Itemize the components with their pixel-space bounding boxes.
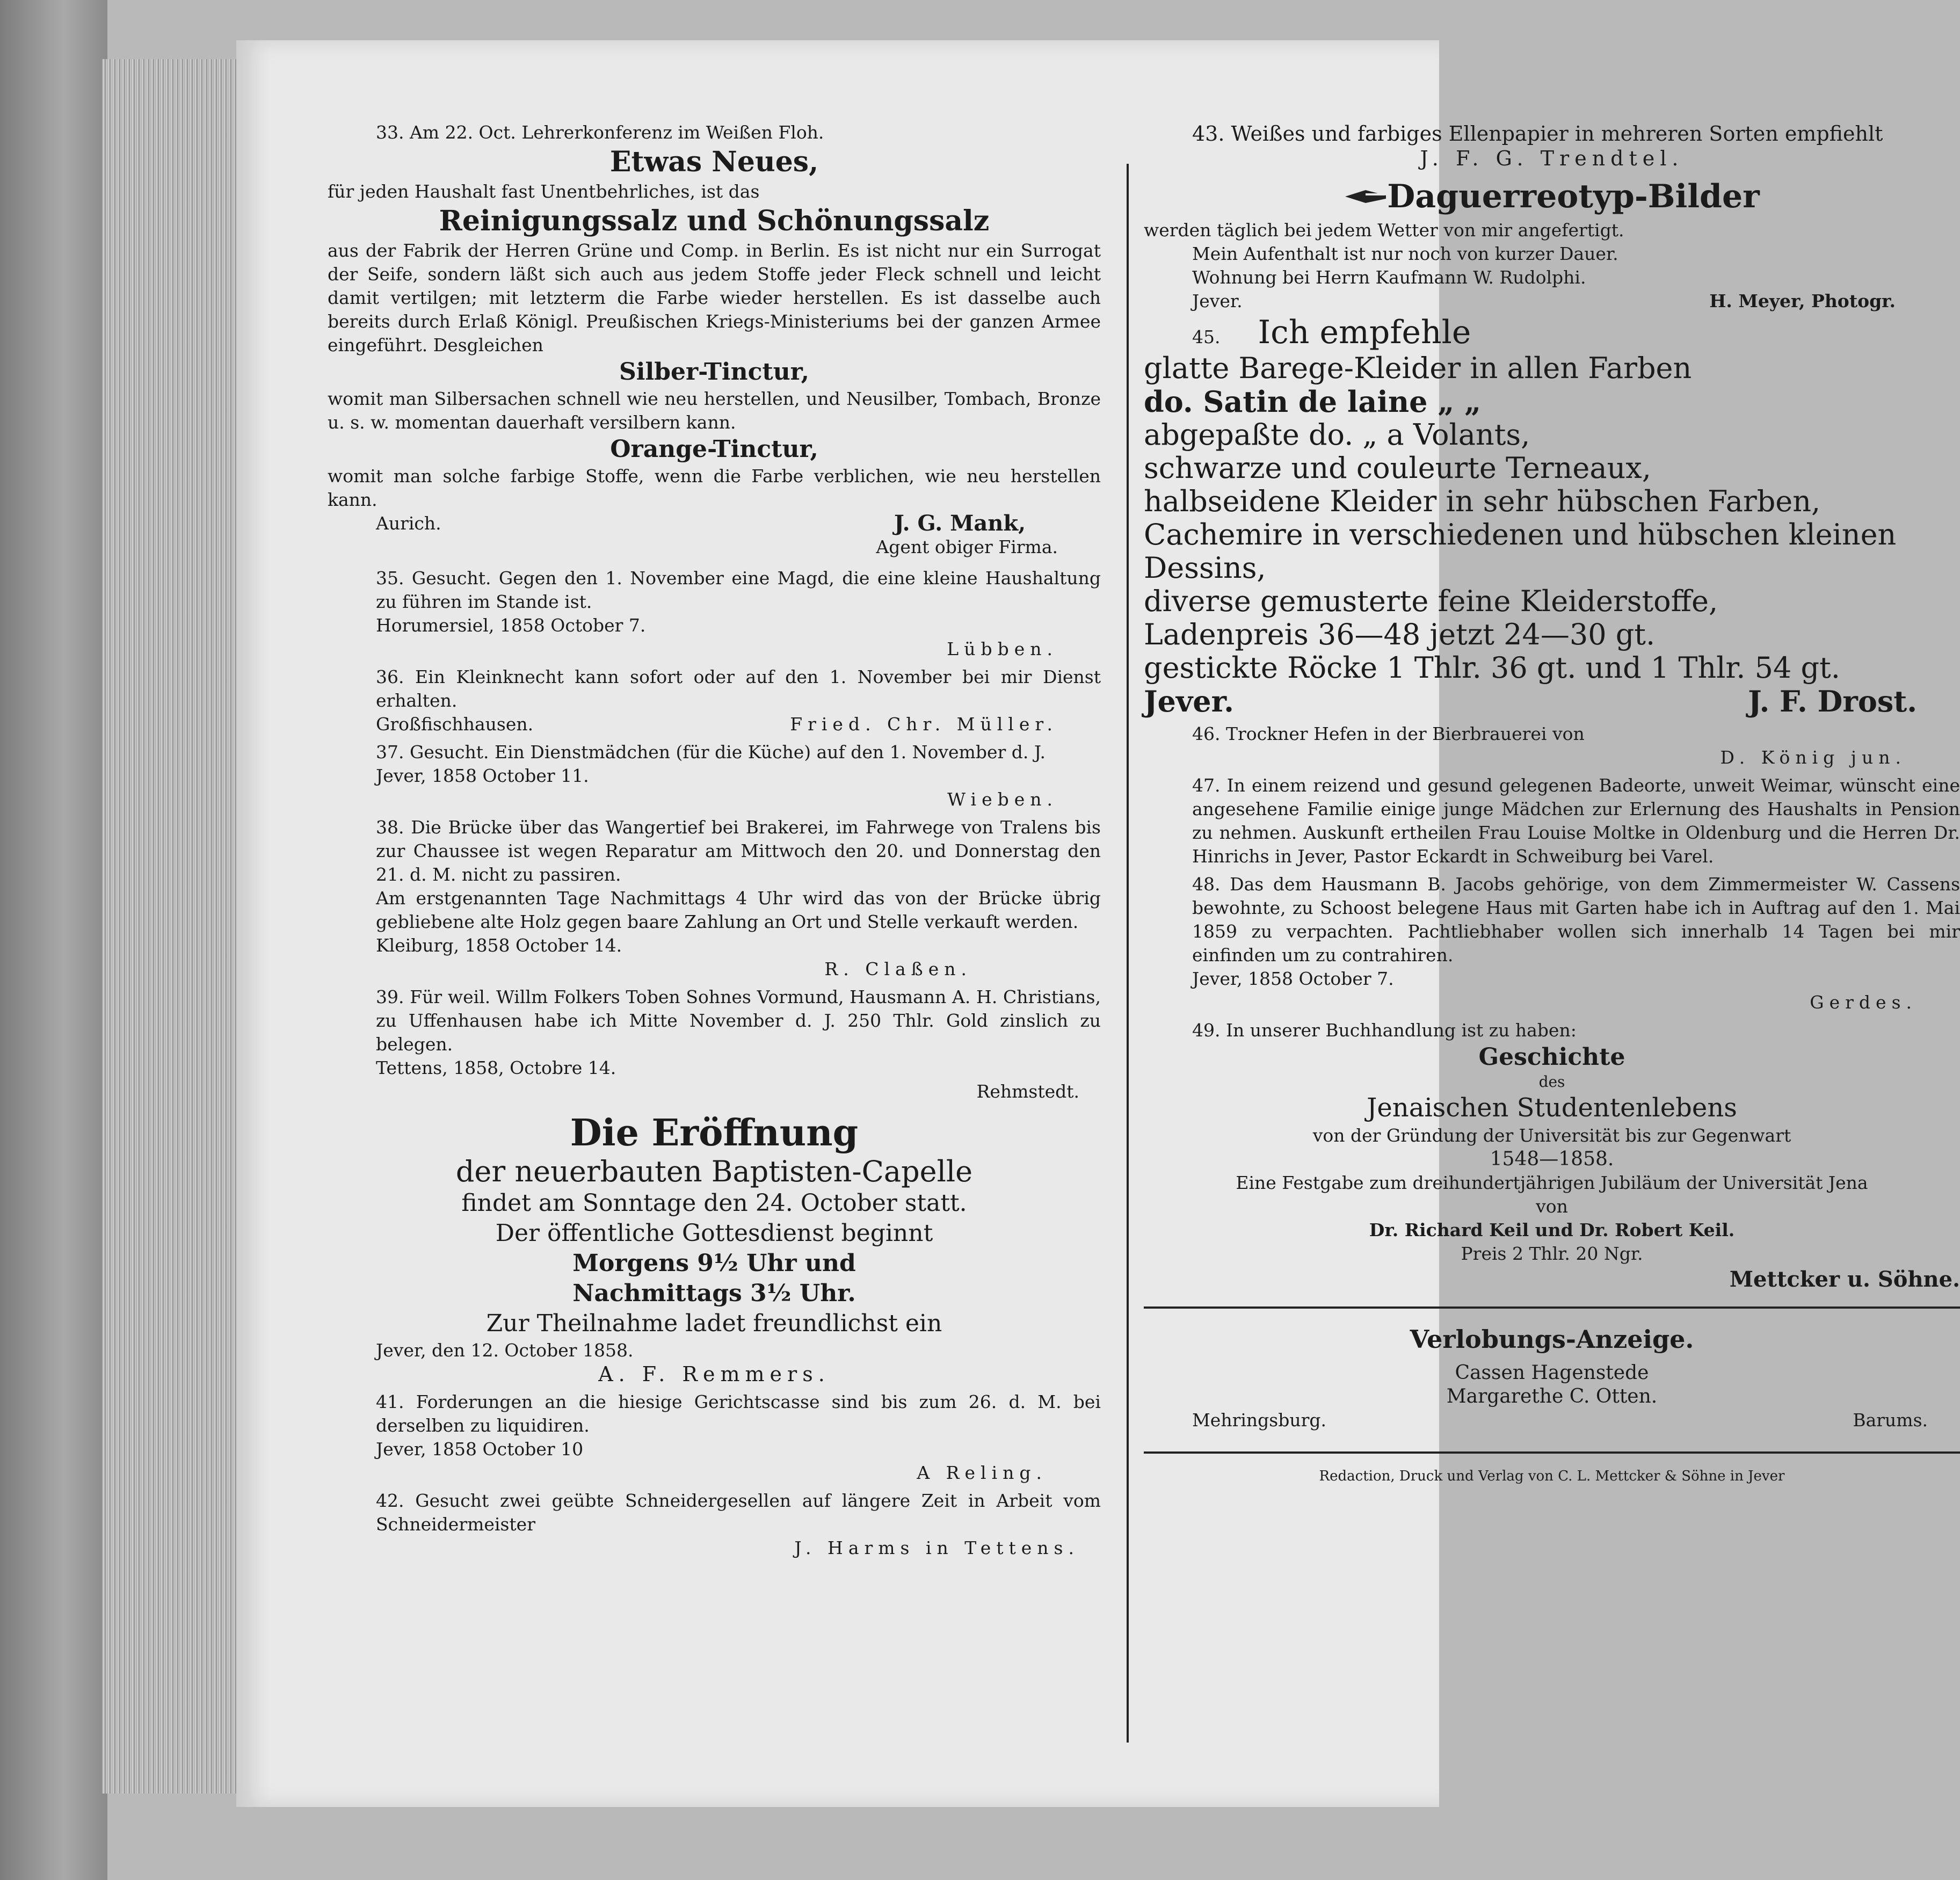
offer-line-5: halbseidene Kleider in sehr hübschen Farben, <box>1144 484 1821 518</box>
notice-46: 46. Trockner Hefen in der Bierbrauerei von <box>1192 723 1585 744</box>
notice-37-place: Jever, 1858 October 11. <box>376 765 589 786</box>
imprint-rule <box>1144 1451 1960 1454</box>
theilnahme-line: Zur Theilnahme ladet freundlichst ein <box>486 1310 942 1337</box>
orange-tinctur-heading: Orange-Tinctur, <box>610 435 818 463</box>
book-von: von <box>1536 1196 1568 1217</box>
notice-36: 36. Ein Kleinknecht kann sofort oder auf den 1. November bei mir Dienst erhalten. <box>376 666 1101 711</box>
notice-47: 47. In einem reizend und gesund gelegenen Badeorte, unweit Weimar, wünscht eine angesehene Familie einige junge Mädchen zur Erlernung des Haushalts in Pension zu nehmen. Auskunft ertheilen Frau Louise Moltke in Oldenburg und die Herren Dr. Hinrichs in Jever, Pastor Eckardt in Schweiburg bei Varel. <box>1192 775 1960 867</box>
eroeffnung-heading: Die Eröffnung <box>570 1112 859 1155</box>
left-column <box>328 40 1101 1775</box>
notice-46-signature: D. König jun. <box>1720 747 1906 768</box>
book-years: 1548—1858. <box>1490 1148 1614 1170</box>
notice-48: 48. Das dem Hausmann B. Jacobs gehörige, von dem Zimmermeister W. Cassens bewohnte, zu Schoost belegene Haus mit Garten habe ich in Auftrag auf den 1. Mai 1859 zu verpachten. Pachtliebhaber wollen sich innerhalb 14 Tagen bei mir einfinden um zu contrahiren. <box>1192 874 1960 966</box>
nachmittags-line: Nachmittags 3½ Uhr. <box>572 1280 856 1307</box>
capelle-line: der neuerbauten Baptisten-Capelle <box>455 1155 973 1188</box>
notice-38-signature: R. Claßen. <box>824 959 972 979</box>
offer-line-3: abgepaßte do. „ a Volants, <box>1144 418 1530 452</box>
pointing-hand-icon <box>1344 186 1387 207</box>
notice-45-signature: J. F. Drost. <box>1748 684 1917 718</box>
reinigungssalz-text: aus der Fabrik der Herren Grüne und Comp. in Berlin. Es ist nicht nur ein Surrogat der Seife, sondern läßt sich auch aus jedem Stoffe jeder Fleck schnell und leicht damit vertilgen; mit letzterm die Farbe wieder herstellen. Es ist dasselbe auch bereits durch Erlaß Königl. Preußischen Kriegs-Ministeriums bei der ganzen Armee eingeführt. Desgleichen <box>328 240 1101 355</box>
offer-line-2: do. Satin de laine „ „ <box>1144 384 1482 419</box>
offer-line-6: Cachemire in verschiedenen und hübschen kleinen Dessins, <box>1144 518 1897 585</box>
offer-line-4: schwarze und couleurte Terneaux, <box>1144 451 1651 485</box>
place-mehringsburg: Mehringsburg. <box>1192 1410 1326 1431</box>
notice-45-place: Jever. <box>1144 684 1234 718</box>
place-aurich: Aurich. <box>376 513 441 534</box>
daguerreotyp-line-3: Wohnung bei Herrn Kaufmann W. Rudolphi. <box>1192 267 1586 288</box>
notice-39-place: Tettens, 1858, Octobre 14. <box>376 1057 616 1078</box>
agent-line: Agent obiger Firma. <box>876 536 1058 557</box>
engaged-name-1: Cassen Hagenstede <box>1455 1362 1649 1384</box>
notice-40-signature: A. F. Remmers. <box>598 1362 830 1386</box>
book-title-jenaischen: Jenaischen Studentenlebens <box>1367 1093 1737 1123</box>
notice-36-signature: Fried. Chr. Müller. <box>790 714 1058 735</box>
page-edges <box>102 59 247 1794</box>
gottesdienst-line: Der öffentliche Gottesdienst beginnt <box>495 1220 933 1247</box>
place-barums: Barums. <box>1853 1410 1928 1431</box>
notice-38b: Am erstgenannten Tage Nachmittags 4 Uhr wird das von der Brücke übrig gebliebene alte Holz gegen baare Zahlung an Ort und Stelle verkauft werden. <box>376 888 1101 932</box>
notice-49: 49. In unserer Buchhandlung ist zu haben: <box>1192 1020 1577 1041</box>
notice-39-signature: Rehmstedt. <box>976 1081 1079 1102</box>
notice-48-place: Jever, 1858 October 7. <box>1192 968 1394 989</box>
offer-line-9: gestickte Röcke 1 Thlr. 36 gt. und 1 Thlr. 54 gt. <box>1144 651 1840 685</box>
notice-38: 38. Die Brücke über das Wangertief bei Brakerei, im Fahrwege von Tralens bis zur Chaussee ist wegen Reparatur am Mittwoch den 20. und Donnerstag den 21. d. M. nicht zu passiren. <box>376 817 1101 885</box>
notice-41-place: Jever, 1858 October 10 <box>376 1439 584 1460</box>
notice-35: 35. Gesucht. Gegen den 1. November eine Magd, die eine kleine Haushaltung zu führen im Stande ist. <box>376 568 1101 612</box>
daguerreotyp-line-1: werden täglich bei jedem Wetter von mir angefertigt. <box>1144 220 1624 241</box>
notice-40-place: Jever, den 12. October 1858. <box>376 1340 634 1361</box>
daguerreotyp-place: Jever. <box>1192 291 1243 311</box>
orange-tinctur-text: womit man solche farbige Stoffe, wenn die Farbe verblichen, wie neu herstellen kann. <box>328 466 1101 510</box>
right-column <box>1144 40 1960 1775</box>
reinigungssalz-heading: Reinigungssalz und Schönungssalz <box>439 205 990 237</box>
notice-42-signature: J. Harms in Tettens. <box>794 1537 1079 1558</box>
offer-line-7: diverse gemusterte feine Kleiderstoffe, <box>1144 584 1718 618</box>
daguerreotyp-heading: Daguerreotyp-Bilder <box>1387 178 1760 215</box>
section-rule <box>1144 1306 1960 1309</box>
notice-38-place: Kleiburg, 1858 October 14. <box>376 935 622 956</box>
book-price: Preis 2 Thlr. 20 Ngr. <box>1461 1243 1643 1264</box>
etwas-neues-heading: Etwas Neues, <box>609 146 819 178</box>
offer-line-1: glatte Barege-Kleider in allen Farben <box>1144 351 1692 385</box>
offer-line-8: Ladenpreis 36—48 jetzt 24—30 gt. <box>1144 618 1656 651</box>
notice-33: 33. Am 22. Oct. Lehrerkonferenz im Weißen Floh. <box>376 122 824 143</box>
morgens-line: Morgens 9½ Uhr und <box>572 1250 856 1277</box>
notice-39: 39. Für weil. Willm Folkers Toben Sohnes Vormund, Hausmann A. H. Christians, zu Uffenhausen habe ich Mitte November d. J. 250 Thlr. Gold zinslich zu belegen. <box>376 986 1101 1055</box>
newspaper-page <box>236 40 1960 1807</box>
book-title-geschichte: Geschichte <box>1478 1043 1625 1071</box>
notice-41-signature: A Reling. <box>917 1462 1047 1483</box>
notice-48-signature: Gerdes. <box>1810 992 1917 1013</box>
notice-45-number: 45. <box>1192 326 1221 347</box>
notice-43-signature: J. F. G. Trendtel. <box>1420 147 1684 170</box>
verlobung-heading: Verlobungs-Anzeige. <box>1410 1325 1694 1354</box>
silber-tinctur-heading: Silber-Tinctur, <box>619 358 809 386</box>
notice-42: 42. Gesucht zwei geübte Schneidergesellen auf längere Zeit in Arbeit vom Schneidermeister <box>376 1490 1101 1535</box>
notice-43: 43. Weißes und farbiges Ellenpapier in mehreren Sorten empfiehlt <box>1192 122 1883 146</box>
signature-mank: J. G. Mank, <box>894 511 1026 536</box>
notice-45-heading: Ich empfehle <box>1258 314 1471 351</box>
etwas-neues-sub: für jeden Haushalt fast Unentbehrliches, ist das <box>328 181 760 202</box>
book-authors: Dr. Richard Keil und Dr. Robert Keil. <box>1369 1220 1735 1240</box>
notice-37: 37. Gesucht. Ein Dienstmädchen (für die Küche) auf den 1. November d. J. <box>376 742 1046 763</box>
daguerreotyp-signature: H. Meyer, Photogr. <box>1709 291 1896 311</box>
notice-36-place: Großfischhausen. <box>376 714 534 735</box>
engaged-name-2: Margarethe C. Otten. <box>1446 1385 1658 1407</box>
silber-tinctur-text: womit man Silbersachen schnell wie neu herstellen, und Neusilber, Tombach, Bronze u. s. w. momentan dauerhaft versilbern kann. <box>328 388 1101 433</box>
notice-41: 41. Forderungen an die hiesige Gerichtscasse sind bis zum 26. d. M. bei derselben zu liquidiren. <box>376 1391 1101 1436</box>
sonntag-line: findet am Sonntage den 24. October statt. <box>461 1189 967 1217</box>
column-divider <box>1127 164 1129 1743</box>
book-title-des: des <box>1538 1073 1565 1091</box>
notice-35-place: Horumersiel, 1858 October 7. <box>376 615 646 636</box>
book-spine <box>0 0 107 1880</box>
notice-35-signature: Lübben. <box>947 638 1058 659</box>
imprint: Redaction, Druck und Verlag von C. L. Mettcker & Söhne in Jever <box>1319 1468 1785 1484</box>
book-subtitle: von der Gründung der Universität bis zur Gegenwart <box>1312 1125 1791 1146</box>
daguerreotyp-line-2: Mein Aufenthalt ist nur noch von kurzer Dauer. <box>1192 243 1618 264</box>
publisher-signature: Mettcker u. Söhne. <box>1729 1267 1960 1292</box>
notice-37-signature: Wieben. <box>947 789 1058 810</box>
book-festgabe: Eine Festgabe zum dreihundertjährigen Jubiläum der Universität Jena <box>1236 1172 1868 1193</box>
